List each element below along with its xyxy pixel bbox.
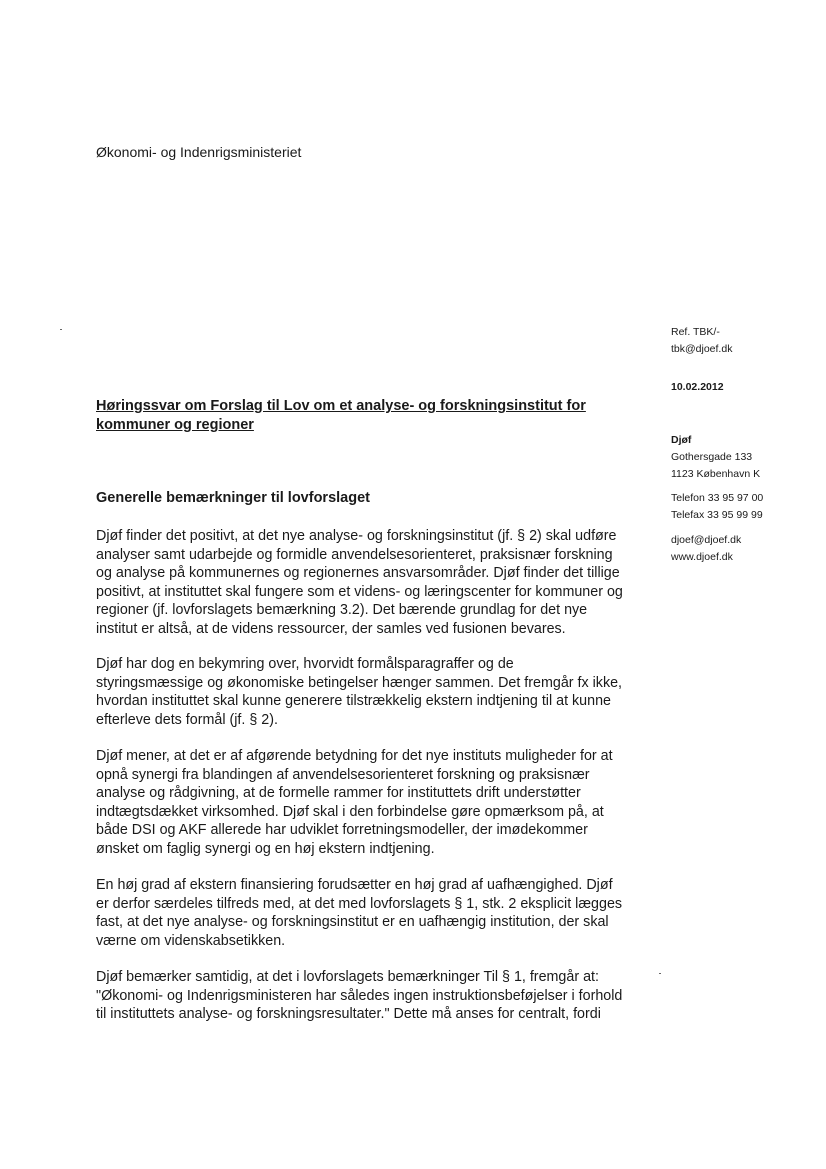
street-address: Gothersgade 133 — [671, 451, 753, 463]
text-line: En høj grad af ekstern finansiering forudsætter en høj grad af uafhængighed. Djøf — [96, 877, 613, 893]
reference-email: tbk@djoef.dk — [671, 343, 733, 355]
paragraph — [96, 968, 623, 1024]
title-line: kommuner og regioner — [96, 417, 254, 433]
text-line: efterleve dets formål (jf. § 2). — [96, 711, 278, 728]
text-line: opnå synergi fra blandingen af anvendelsesorienteret forskning og praksisnær — [96, 766, 590, 783]
text-line: Djøf finder det positivt, at det nye analyse- og forskningsinstitut (jf. § 2) skal udføre — [96, 528, 617, 544]
postal-city: 1123 København K — [671, 468, 761, 480]
scan-speck — [659, 973, 661, 974]
text-line: "Økonomi- og Indenrigsministeren har således ingen instruktionsbeføjelser i forhold — [96, 987, 623, 1004]
reference — [671, 324, 732, 358]
contact-phone — [671, 490, 763, 524]
letter-title — [96, 397, 596, 435]
text-line: og analyse på kommunernes og regionernes ansvarsområder. Djøf finder det tillige — [96, 565, 620, 582]
telephone: Telefon 33 95 97 00 — [671, 492, 764, 504]
reference-line: Ref. TBK/- — [671, 326, 720, 338]
section-heading: Generelle bemærkninger til lovforslaget — [96, 490, 370, 506]
paragraph — [96, 876, 623, 950]
text-line: ønsket om faglig synergi og en høj ekstern indtjening. — [96, 840, 435, 857]
title-line: Høringssvar om Forslag til Lov om et analyse- og forskningsinstitut for — [96, 398, 586, 414]
text-line: styringsmæssige og økonomiske betingelser hænger sammen. Det fremgår fx ikke, — [96, 674, 623, 691]
text-line: Djøf har dog en bekymring over, hvorvidt formålsparagraffer og de — [96, 656, 514, 672]
website: www.djoef.dk — [671, 551, 733, 563]
text-line: positivt, at instituttet skal fungere som et videns- og læringscenter for kommuner og — [96, 583, 623, 600]
text-line: fast, at det nye analyse- og forskningsinstitut er en uafhængig institution, der skal — [96, 914, 609, 931]
text-line: Djøf mener, at det er af afgørende betydning for det nye instituts muligheder for at — [96, 748, 613, 764]
telefax: Telefax 33 95 99 99 — [671, 509, 763, 521]
text-line: Djøf bemærker samtidig, at det i lovforslagets bemærkninger Til § 1, fremgår at: — [96, 969, 599, 985]
text-line: er derfor særdeles tilfreds med, at det med lovforslagets § 1, stk. 2 eksplicit lægges — [96, 895, 623, 912]
paragraph — [96, 655, 623, 729]
text-line: til instituttets analyse- og forskningsresultater." Dette må anses for centralt, fordi — [96, 1006, 601, 1023]
paragraph — [96, 747, 616, 859]
scan-speck — [60, 329, 62, 330]
letter-date: 10.02.2012 — [671, 381, 724, 393]
text-line: regioner (jf. lovforslagets bemærkning 3.2). Det bærende grundlag for det nye — [96, 602, 588, 619]
sender-name: Djøf — [671, 434, 692, 446]
text-line: hvordan instituttet skal kunne generere tilstrækkelig ekstern indtjening til at kunne — [96, 693, 611, 710]
text-line: analyse og rådgivning, at de formelle rammer for instituttets drift understøtter — [96, 785, 581, 802]
recipient: Økonomi- og Indenrigsministeriet — [96, 144, 302, 160]
sender-address — [671, 432, 760, 483]
paragraph — [96, 527, 623, 639]
text-line: institut er altså, at de videns ressourcer, der samles ved fusionen bevares. — [96, 620, 566, 637]
text-line: både DSI og AKF allerede har udviklet forretningsmodeller, der imødekommer — [96, 822, 588, 839]
contact-email: djoef@djoef.dk — [671, 534, 742, 546]
text-line: indtægtsdækket virksomhed. Djøf skal i den forbindelse gøre opmærksom på, at — [96, 803, 604, 820]
contact-web — [671, 532, 741, 566]
text-line: analyser samt udarbejde og formidle anvendelsesorienteret, praksisnær forskning — [96, 546, 613, 563]
text-line: værne om videnskabsetikken. — [96, 932, 286, 949]
